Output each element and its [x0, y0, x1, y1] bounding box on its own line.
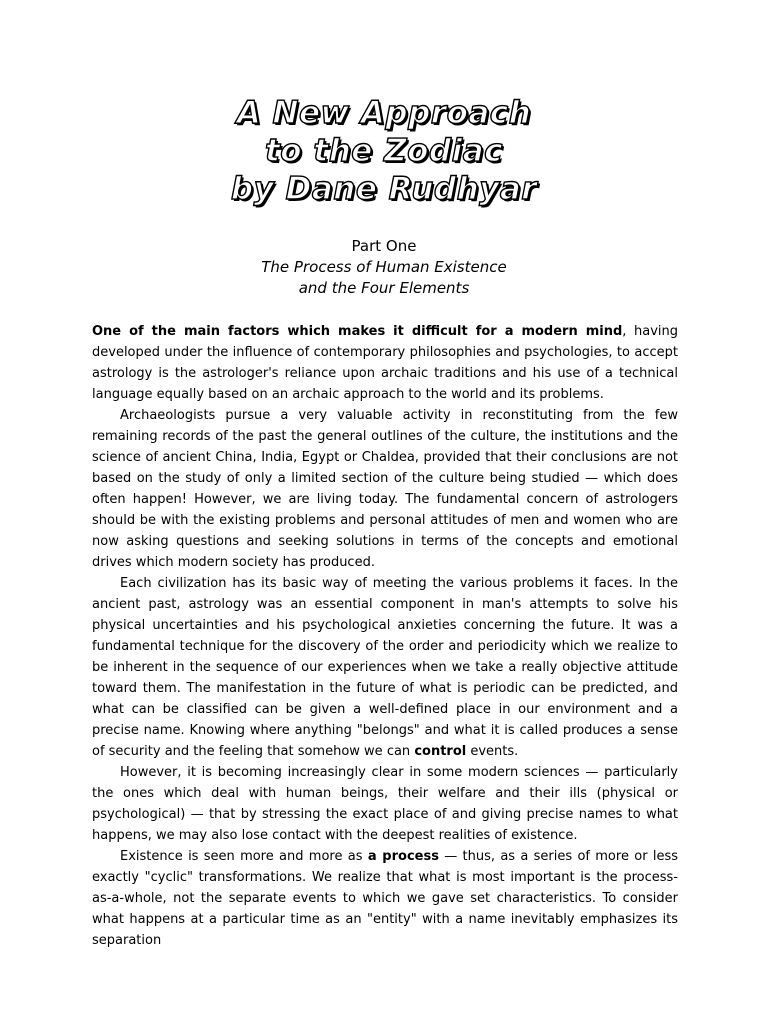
paragraph-3-bold: control: [414, 744, 467, 759]
body-text: [92, 321, 678, 951]
title-line-1: A New Approach: [236, 95, 532, 131]
part-subtitle-2: and the Four Elements: [298, 279, 470, 297]
paragraph-1: [92, 321, 678, 405]
paragraph-1-rest: , having developed under the influence of contemporary philosophies and psychologies, to accept astrology is the astrologer's reliance upon archaic traditions and his use of a technical language equally based on an archaic approach to the world and its problems.: [92, 324, 678, 402]
paragraph-1-lead: One of the main factors which makes it difficult for a modern mind: [92, 324, 623, 339]
part-heading: Part One: [351, 237, 417, 255]
paragraph-2: Archaeologists pursue a very valuable activity in reconstituting from the few remaining records of the past the general outlines of the culture, the institutions and the science of ancient China, India, Egypt or Chaldea, provided that their conclusions are not based on the study of only a limited section of the culture being studied — which does often happen! However, we are living today. The fundamental concern of astrologers should be with the existing problems and personal attitudes of men and women who are now asking questions and seeking solutions in terms of the concepts and emotional drives which modern society has produced.: [92, 408, 678, 570]
paragraph-3-before: Each civilization has its basic way of meeting the various problems it faces. In the ancient past, astrology was an essential component in man's attempts to solve his physical uncertainties and his psychological anxieties concerning the future. It was a fundamental technique for the discovery of the order and periodicity which we realize to be inherent in the sequence of our experiences when we take a really objective attitude toward them. The manifestation in the future of what is periodic can be predicted, and what can be classified can be given a well-defined place in our environment and a precise name. Knowing where anything "belongs" and what it is called produces a sense of security and the feeling that somehow we can: [92, 576, 678, 759]
paragraph-4: However, it is becoming increasingly clear in some modern sciences — particularly the ones which deal with human beings, their welfare and their ills (physical or psychological) — that by stressing the exact place of and giving precise names to what happens, we may also lose contact with the deepest realities of existence.: [92, 765, 678, 843]
part-subtitle-1: The Process of Human Existence: [261, 258, 507, 276]
paragraph-5-after: — thus, as a series of more or less exactly "cyclic" transformations. We realize that what is most important is the process-as-a-whole, not the separate events to which we gave set characteristics. To consider what happens at a particular time as an "entity" with a name inevitably emphasizes its separation: [92, 849, 679, 948]
paragraph-5-before: Existence is seen more and more as: [120, 849, 368, 864]
paragraph-3-after: events.: [466, 744, 519, 759]
paragraph-3: [92, 573, 678, 762]
part-header: [0, 236, 768, 299]
paragraph-5: [92, 846, 678, 951]
book-title: [0, 94, 768, 208]
title-line-2: to the Zodiac: [264, 133, 503, 169]
title-author-line: by Dane Rudhyar: [230, 171, 538, 207]
paragraph-5-bold: a process: [367, 849, 439, 864]
